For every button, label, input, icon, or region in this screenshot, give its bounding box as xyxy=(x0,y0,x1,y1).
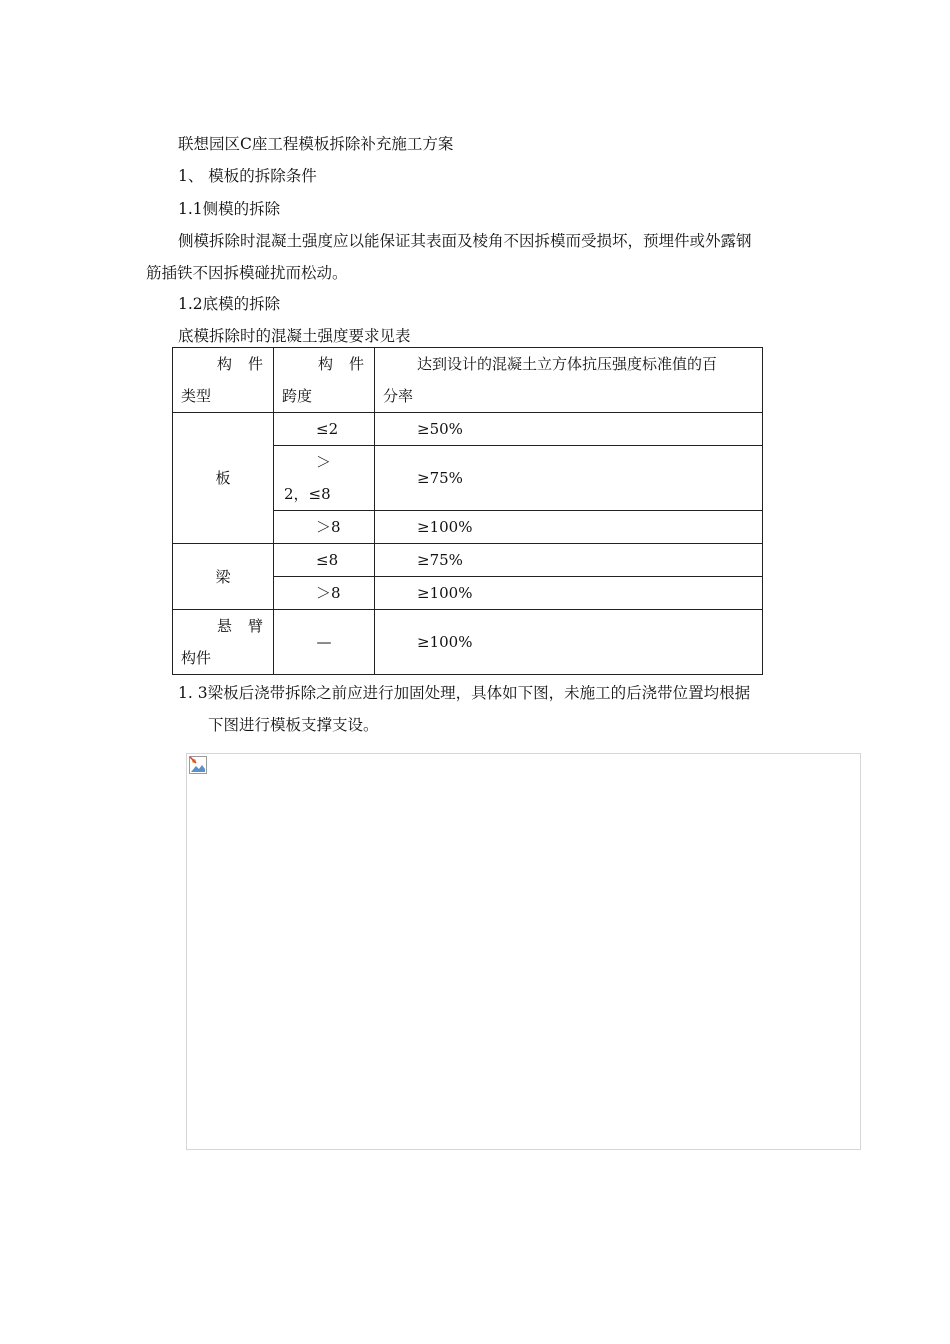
cell-type-cantilever-line2: 构件 xyxy=(181,649,212,667)
table-header-row xyxy=(173,348,763,413)
cell-span: ＞8 xyxy=(274,511,375,544)
cell-span xyxy=(274,446,375,511)
header-member-type xyxy=(173,348,274,413)
cell-span: ＞8 xyxy=(274,577,375,610)
header-strength-line2: 分率 xyxy=(383,387,414,405)
cell-span: — xyxy=(274,610,375,675)
cell-percent: ≥75% xyxy=(375,544,763,577)
cell-percent: ≥50% xyxy=(375,413,763,446)
cell-type-slab: 板 xyxy=(173,413,274,544)
cell-type-cantilever xyxy=(173,610,274,675)
header-member-span-line2: 跨度 xyxy=(282,387,313,405)
table-row xyxy=(173,413,763,446)
table-row xyxy=(173,544,763,577)
cell-span: ≤2 xyxy=(274,413,375,446)
header-strength-line1: 达到设计的混凝土立方体抗压强度标准值的百 xyxy=(417,355,718,373)
paragraph-side-form-line2: 筋插铁不因拆模碰扰而松动。 xyxy=(146,264,348,282)
cell-percent: ≥100% xyxy=(375,577,763,610)
cell-type-beam: 梁 xyxy=(173,544,274,610)
table-caption: 底模拆除时的混凝土强度要求见表 xyxy=(178,327,411,345)
section-heading-1: 1、 模板的拆除条件 xyxy=(178,167,317,185)
cell-percent: ≥100% xyxy=(375,610,763,675)
cell-percent: ≥75% xyxy=(375,446,763,511)
header-member-span-line1: 构 件 xyxy=(318,355,364,373)
subsection-heading-1-2: 1.2底模的拆除 xyxy=(178,295,281,313)
header-member-span xyxy=(274,348,375,413)
cell-percent: ≥100% xyxy=(375,511,763,544)
figure-placeholder xyxy=(186,753,861,1150)
header-strength-percent xyxy=(375,348,763,413)
cell-span-line2: 2，≤8 xyxy=(284,485,331,503)
header-member-type-line2: 类型 xyxy=(181,387,212,405)
paragraph-side-form-line1: 侧模拆除时混凝土强度应以能保证其表面及棱角不因拆模而受损坏，预埋件或外露钢 xyxy=(178,232,752,250)
cell-span-line1: ＞ xyxy=(316,453,332,471)
subsection-1-3-line2: 下图进行模板支撑支设。 xyxy=(208,716,379,734)
strength-requirement-table xyxy=(172,347,763,675)
header-member-type-line1: 构 件 xyxy=(217,355,263,373)
cell-type-cantilever-line1: 悬 臂 xyxy=(217,617,263,635)
document-title: 联想园区C座工程模板拆除补充施工方案 xyxy=(178,135,454,153)
broken-image-icon xyxy=(189,756,207,774)
cell-span: ≤8 xyxy=(274,544,375,577)
subsection-1-3-line1: 1. 3梁板后浇带拆除之前应进行加固处理，具体如下图，未施工的后浇带位置均根据 xyxy=(178,684,751,702)
subsection-heading-1-1: 1.1侧模的拆除 xyxy=(178,200,281,218)
table-row xyxy=(173,610,763,675)
